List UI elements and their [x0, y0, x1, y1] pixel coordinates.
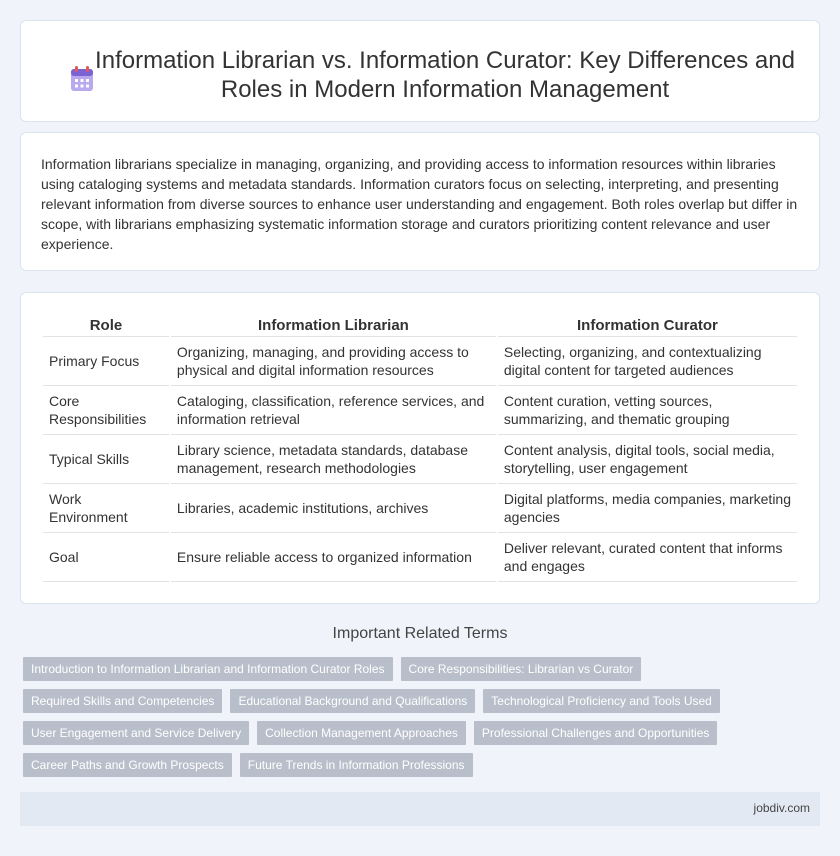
- librarian-cell: Library science, metadata standards, database management, research methodologies: [171, 435, 496, 484]
- row-label: Work Environment: [43, 484, 169, 533]
- row-label: Typical Skills: [43, 435, 169, 484]
- header-role: Role: [43, 315, 169, 337]
- row-label: Goal: [43, 533, 169, 582]
- footer-site-link[interactable]: jobdiv.com: [753, 801, 810, 815]
- footer: [20, 792, 820, 826]
- curator-cell: Content analysis, digital tools, social media, storytelling, user engagement: [498, 435, 797, 484]
- table-row: [43, 533, 797, 582]
- intro-paragraph: Information librarians specialize in managing, organizing, and providing access to information resources within libraries using cataloging systems and metadata standards. Information curators focus on selecting, interpreting, and presenting relevant information from diverse sources to enhance user understanding and engagement. Both roles overlap but differ in scope, with librarians emphasizing systematic information storage and curators prioritizing content relevance and user experience.: [41, 156, 798, 252]
- row-label: Core Responsibilities: [43, 386, 169, 435]
- table-row: [43, 484, 797, 533]
- librarian-cell: Libraries, academic institutions, archives: [171, 484, 496, 533]
- comparison-card: [20, 292, 820, 604]
- curator-cell: Deliver relevant, curated content that informs and engages: [498, 533, 797, 582]
- librarian-cell: Cataloging, classification, reference services, and information retrieval: [171, 386, 496, 435]
- page-title: Information Librarian vs. Information Curator: Key Differences and Roles in Modern Information Management: [95, 47, 795, 103]
- librarian-cell: Ensure reliable access to organized information: [171, 533, 496, 582]
- curator-cell: Content curation, vetting sources, summarizing, and thematic grouping: [498, 386, 797, 435]
- title-card: [20, 20, 820, 122]
- row-label: Primary Focus: [43, 337, 169, 386]
- intro-card: [20, 132, 820, 271]
- related-term-tag[interactable]: Technological Proficiency and Tools Used: [483, 689, 720, 713]
- related-terms-list: [23, 657, 823, 777]
- curator-cell: Digital platforms, media companies, marketing agencies: [498, 484, 797, 533]
- related-term-tag[interactable]: Career Paths and Growth Prospects: [23, 753, 232, 777]
- table-header-row: [43, 315, 797, 337]
- related-term-tag[interactable]: Core Responsibilities: Librarian vs Curator: [401, 657, 642, 681]
- related-term-tag[interactable]: Collection Management Approaches: [257, 721, 466, 745]
- table-row: [43, 386, 797, 435]
- related-term-tag[interactable]: Introduction to Information Librarian and Information Curator Roles: [23, 657, 393, 681]
- table-row: [43, 435, 797, 484]
- librarian-cell: Organizing, managing, and providing access to physical and digital information resources: [171, 337, 496, 386]
- related-term-tag[interactable]: User Engagement and Service Delivery: [23, 721, 249, 745]
- comparison-table: [41, 315, 799, 582]
- curator-cell: Selecting, organizing, and contextualizing digital content for targeted audiences: [498, 337, 797, 386]
- table-row: [43, 337, 797, 386]
- header-information-curator: Information Curator: [498, 315, 797, 337]
- related-term-tag[interactable]: Required Skills and Competencies: [23, 689, 222, 713]
- header-information-librarian: Information Librarian: [171, 315, 496, 337]
- related-terms-heading: Important Related Terms: [332, 625, 508, 642]
- related-term-tag[interactable]: Educational Background and Qualifications: [230, 689, 475, 713]
- related-term-tag[interactable]: Professional Challenges and Opportunities: [474, 721, 717, 745]
- related-term-tag[interactable]: Future Trends in Information Professions: [240, 753, 473, 777]
